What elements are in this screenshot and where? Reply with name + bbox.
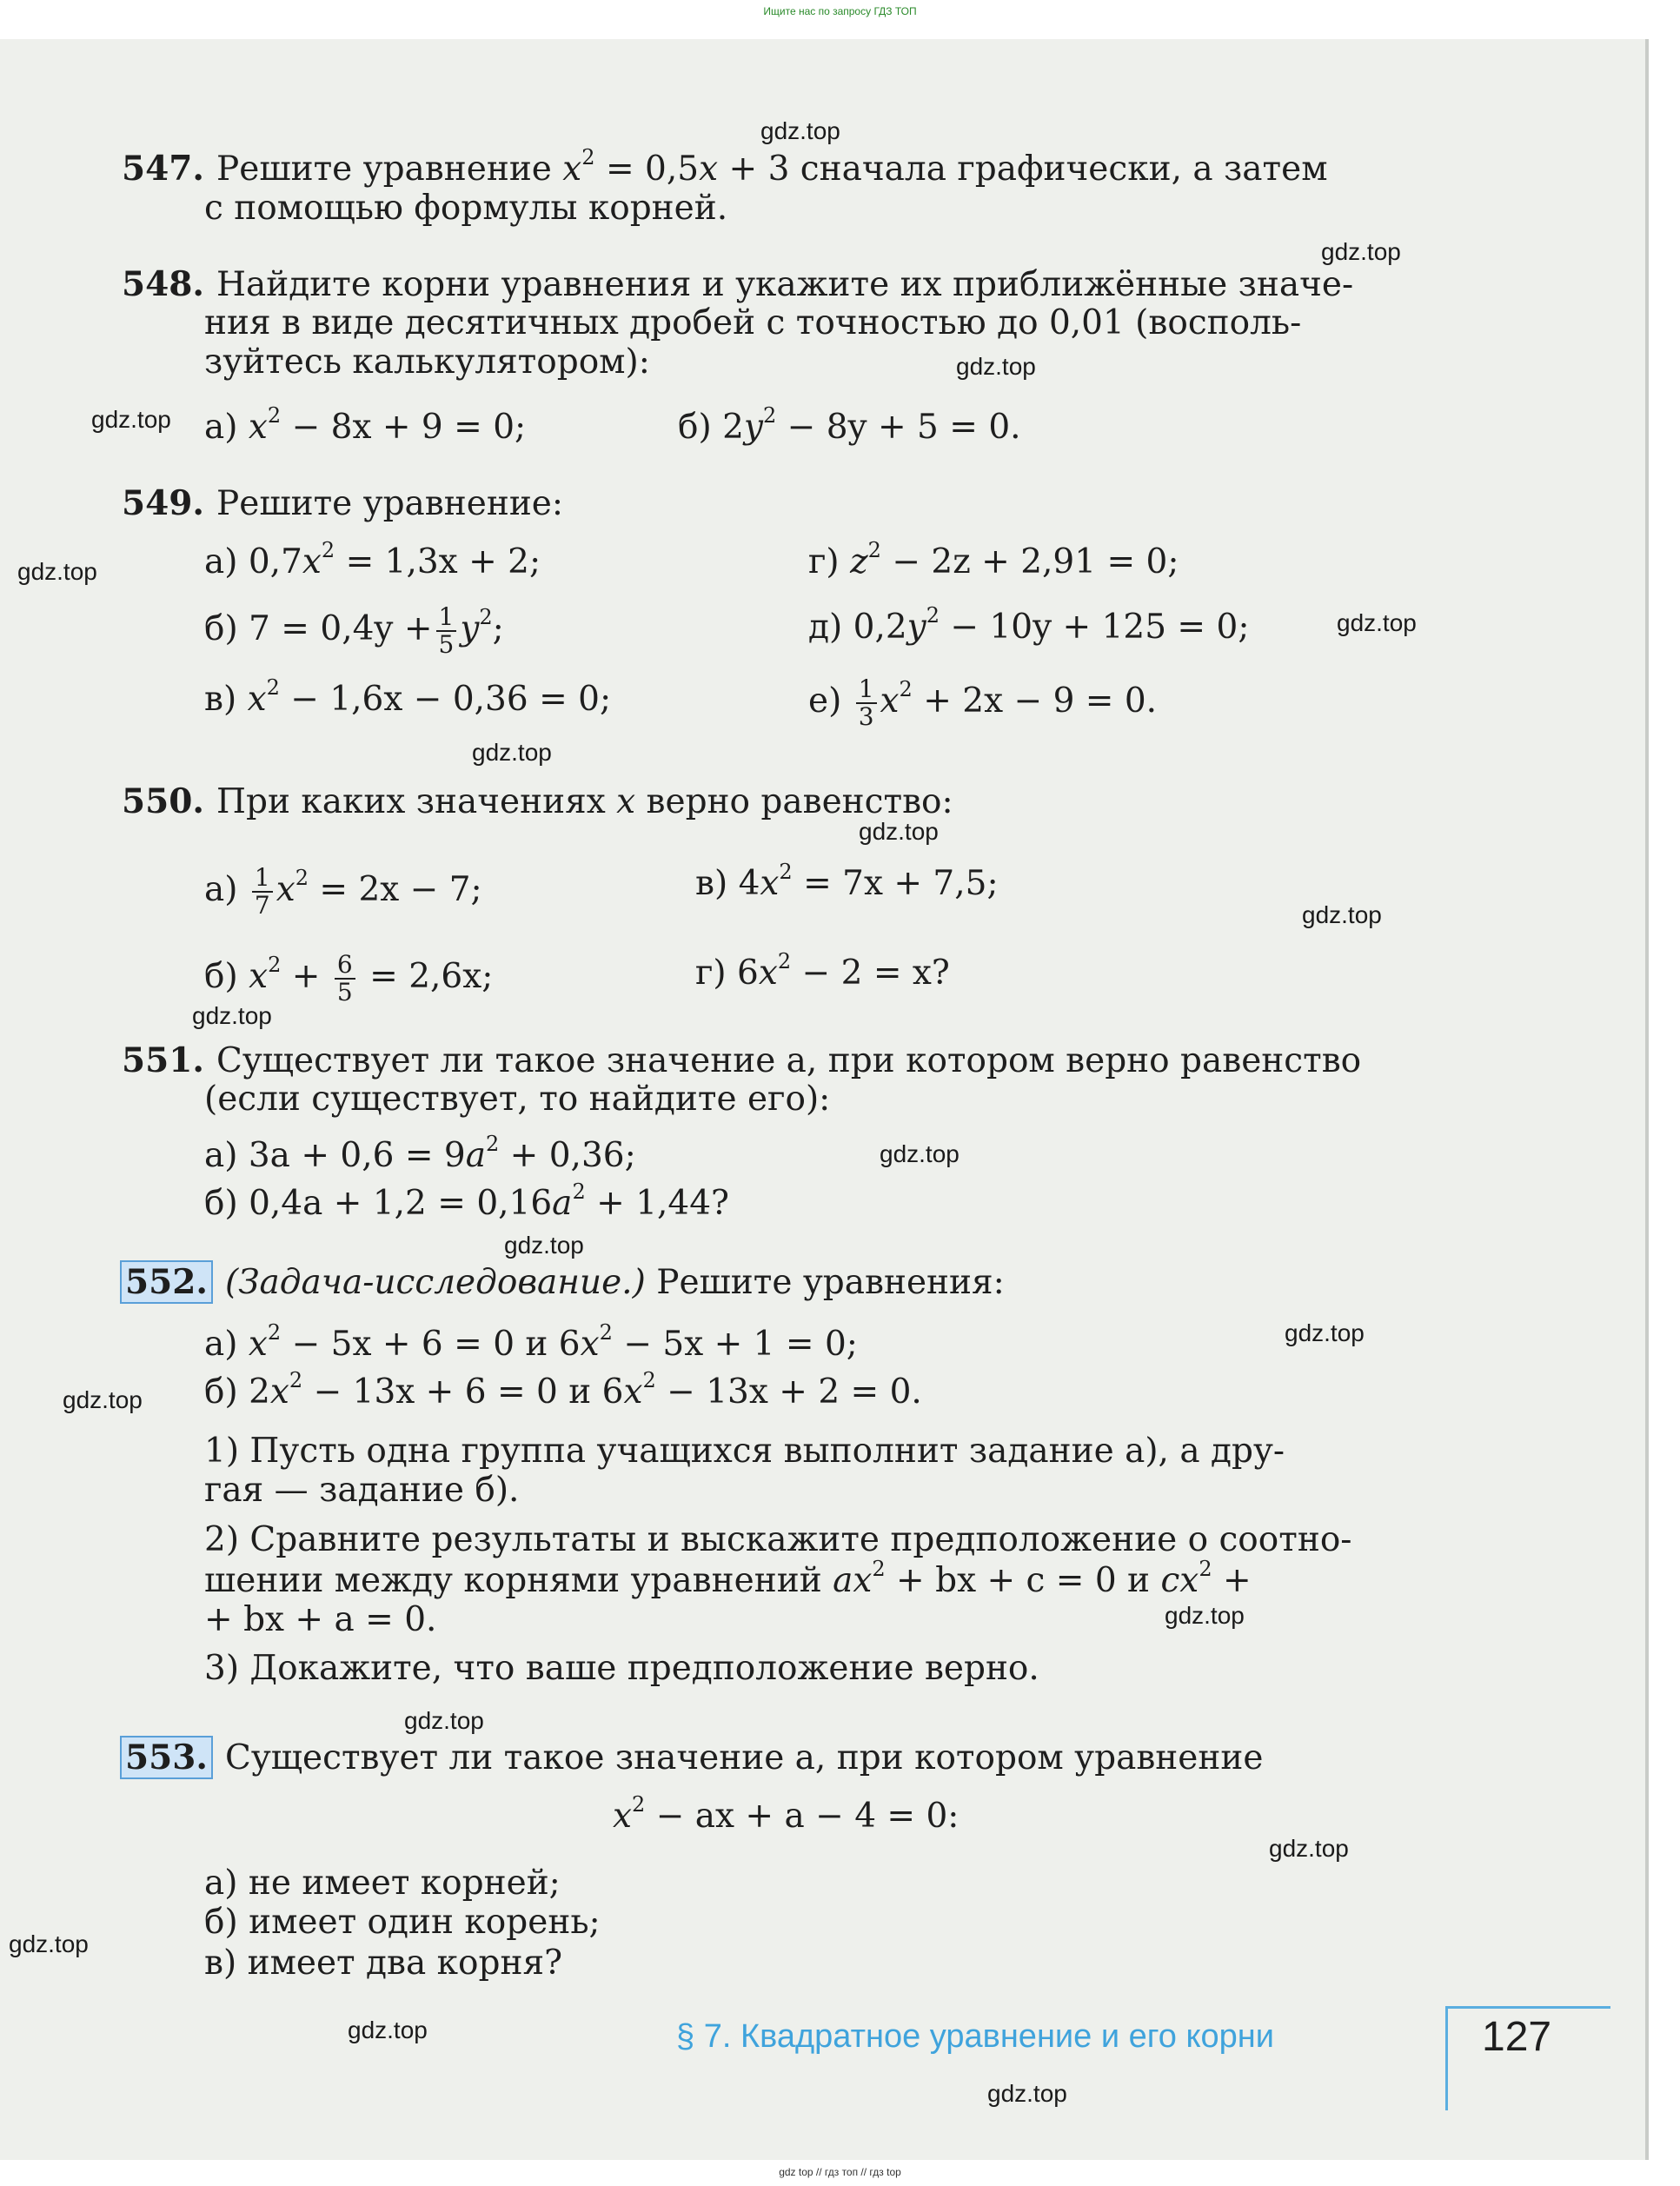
watermark: gdz.top <box>956 353 1036 380</box>
problem-549-g: г) $z^2 - 2z + 2,91 = 0$; <box>808 538 1179 581</box>
problem-553-line1: 553. Существует ли такое значение a, при котором уравнение <box>120 1738 1263 1777</box>
problem-548-line2: ния в виде десятичных дробей с точностью до 0,01 (восполь- <box>204 303 1302 342</box>
problem-553-b: б) имеет один корень; <box>204 1903 601 1942</box>
watermark: gdz.top <box>504 1232 584 1259</box>
problem-549-e: е) $\frac{1}{3}$ $x^2 + 2x - 9 = 0$. <box>808 674 1158 731</box>
problem-552-a: а) $x^2 - 5x + 6 = 0$ и $6x^2 - 5x + 1 = 0$; <box>204 1320 858 1364</box>
problem-548-line1: 548. Найдите корни уравнения и укажите их приближённые значе- <box>122 264 1354 304</box>
problem-549-d: д) $0,2y^2 - 10y + 125 = 0$; <box>808 603 1250 647</box>
watermark: gdz.top <box>404 1707 484 1734</box>
bottom-note: gdz top // гдз топ // гдз top <box>779 2166 901 2178</box>
watermark: gdz.top <box>880 1140 960 1167</box>
watermark: gdz.top <box>1269 1835 1349 1862</box>
problem-548-b: б) $2y^2 - 8y + 5 = 0$. <box>678 403 1021 447</box>
page-corner-horizontal-line <box>1445 2006 1610 2009</box>
problem-552-step2c: + bx + a = 0. <box>204 1600 437 1639</box>
page-corner-vertical-line <box>1445 2006 1448 2110</box>
problem-550-b: б) $x^2$ + $\frac{6}{5}$ = 2,6x; <box>204 950 494 1007</box>
problem-552-step3: 3) Докажите, что ваше предположение верно. <box>204 1649 1039 1688</box>
problem-552-step1a: 1) Пусть одна группа учащихся выполнит задание а), а дру- <box>204 1432 1285 1471</box>
problem-550-v: в) $4x^2 = 7x + 7,5$; <box>695 860 999 903</box>
watermark: gdz.top <box>472 739 552 766</box>
watermark: gdz.top <box>17 558 97 585</box>
problem-552-b: б) $2x^2 - 13x + 6 = 0$ и $6x^2 - 13x + 2 = 0$. <box>204 1368 922 1412</box>
watermark: gdz.top <box>9 1930 89 1957</box>
problem-551-a: а) $3a + 0,6 = 9a^2 + 0,36$; <box>204 1132 636 1175</box>
problem-549-b: б) 7 = 0,4y + $\frac{1}{5}$ $y^2$; <box>204 602 504 659</box>
problem-547-line2: с помощью формулы корней. <box>204 189 728 228</box>
problem-550-title: 550. При каких значениях x верно равенство: <box>122 781 953 821</box>
problem-552-step2b: шении между корнями уравнений $ax^2$ + bx + c = 0 и $cx^2$ + <box>204 1557 1252 1600</box>
page-number: 127 <box>1482 2014 1552 2060</box>
problem-552-title: 552. (Задача-исследование.) Решите уравнения: <box>120 1263 1005 1302</box>
problem-549-title: 549. Решите уравнение: <box>122 483 564 523</box>
problem-553-a: а) не имеет корней; <box>204 1864 561 1903</box>
problem-548-a: а) $x^2 - 8x + 9 = 0$; <box>204 403 527 447</box>
problem-550-a: а) $\frac{1}{7}$ $x^2 = 2x - 7$; <box>204 863 482 920</box>
watermark: gdz.top <box>1285 1319 1365 1346</box>
section-footer: § 7. Квадратное уравнение и его корни <box>676 2018 1275 2055</box>
problem-551-b: б) $0,4a + 1,2 = 0,16a^2 + 1,44$? <box>204 1179 729 1223</box>
watermark: gdz.top <box>1165 1602 1245 1629</box>
top-note: Ищите нас по запросу ГДЗ ТОП <box>763 5 917 17</box>
problem-553-equation: $x^2$ − ax + a − 4 = 0: <box>613 1792 960 1836</box>
watermark: gdz.top <box>987 2080 1067 2107</box>
watermark: gdz.top <box>1302 901 1382 928</box>
watermark: gdz.top <box>63 1386 143 1413</box>
watermark: gdz.top <box>192 1002 272 1029</box>
problem-551-line1: 551. Существует ли такое значение a, при котором верно равенство <box>122 1040 1362 1080</box>
watermark: gdz.top <box>91 406 171 433</box>
watermark: gdz.top <box>760 117 840 144</box>
problem-549-v: в) $x^2 - 1,6x - 0,36 = 0$; <box>204 675 612 719</box>
watermark: gdz.top <box>1321 238 1401 265</box>
problem-548-line3: зуйтесь калькулятором): <box>204 342 650 382</box>
problem-549-a: а) $0,7x^2 = 1,3x + 2$; <box>204 538 541 581</box>
problem-547-line1: 547. Решите уравнение $x^2 = 0,5x + 3$ сначала графически, а затем <box>122 145 1328 189</box>
problem-551-line2: (если существует, то найдите его): <box>204 1080 831 1119</box>
watermark: gdz.top <box>859 818 939 845</box>
problem-550-g: г) $6x^2 - 2 = x$? <box>695 949 950 993</box>
watermark: gdz.top <box>348 2017 428 2043</box>
problem-552-step1b: гая — задание б). <box>204 1471 520 1510</box>
watermark: gdz.top <box>1337 609 1417 636</box>
problem-553-v: в) имеет два корня? <box>204 1943 562 1983</box>
problem-552-step2a: 2) Сравните результаты и выскажите предположение о соотно- <box>204 1520 1352 1559</box>
